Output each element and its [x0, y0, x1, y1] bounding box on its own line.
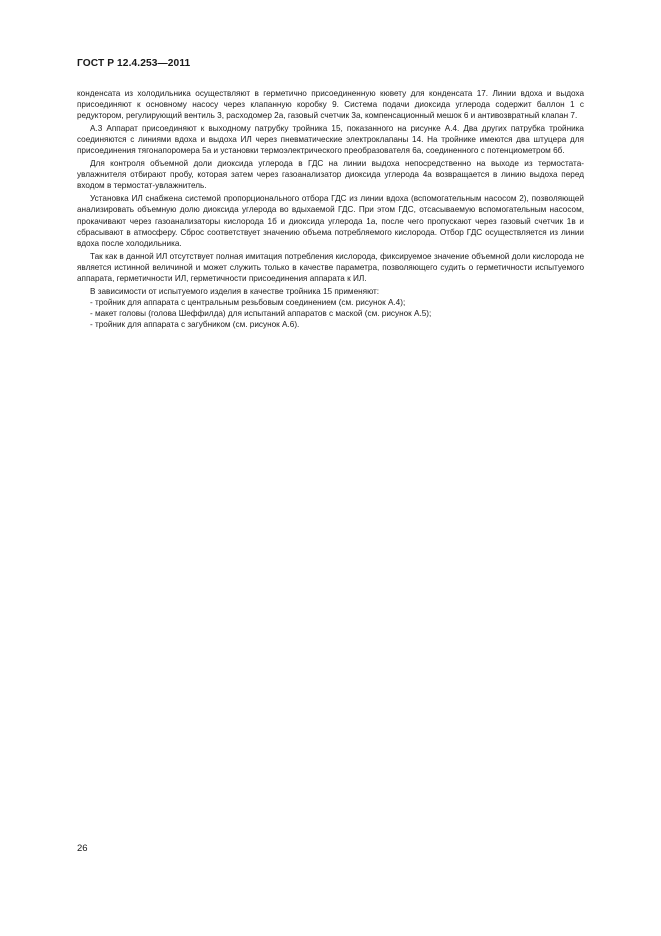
- page-body: [77, 88, 584, 330]
- list-item: - тройник для аппарата с загубником (см. рисунок А.6).: [90, 319, 300, 329]
- paragraph-a3: А.3 Аппарат присоединяют к выходному патрубку тройника 15, показанного на рисунке А.4. Два других патрубка тройника соединяются с линиями вдоха и выдоха ИЛ через пневматические электроклапаны 14. На тройнике имеются два штуцера для присоединения тягонапоромера 5а и установки термоэлектрического преобразователя 6а, соединенного с потенциометром 6б.: [77, 124, 584, 156]
- paragraph-continuation: конденсата из холодильника осуществляют в герметично присоединенную кювету для конденсата 17. Линии вдоха и выдоха присоединяют к основному насосу через клапанную коробку 9. Система подачи диоксида углерода содержит баллон 1 с редуктором, регулирующий вентиль 3, расходомер 2а, газовый счетчик 3а, компенсационный мешок 6 и антивозвратный клапан 7.: [77, 89, 584, 121]
- paragraph-co2-control: Для контроля объемной доли диоксида углерода в ГДС на линии выдоха непосредственно на выходе из термостата-увлажнителя отбирают пробу, которая затем через газоанализатор диоксида углерода 4а возвращается в линию выдоха перед входом в термостат-увлажнитель.: [77, 159, 584, 191]
- list-item: - тройник для аппарата с центральным резьбовым соединением (см. рисунок А.4);: [90, 297, 406, 307]
- page-header: ГОСТ Р 12.4.253—2011: [77, 58, 191, 69]
- page-number: 26: [77, 843, 88, 854]
- paragraph-oxygen-note: Так как в данной ИЛ отсутствует полная имитация потребления кислорода, фиксируемое значение объемной доли кислорода не является истинной величиной и может служить только в качестве параметра, позволяющего судить о герметичности испытуемого аппарата, герметичности ИЛ, герметичности присоединения аппарата к ИЛ.: [77, 251, 584, 283]
- paragraph-tee-intro: В зависимости от испытуемого изделия в качестве тройника 15 применяют:: [90, 286, 380, 296]
- list-item: - макет головы (голова Шеффилда) для испытаний аппаратов с маской (см. рисунок А.5);: [90, 308, 432, 318]
- paragraph-sampling-system: Установка ИЛ снабжена системой пропорционального отбора ГДС из линии вдоха (вспомогательным насосом 2), позволяющей анализировать объемную долю диоксида углерода во вдыхаемой ГДС. При этом ГДС, отсасываемую вспомогательным насосом, прокачивают через газоанализаторы кислорода 1б и диоксида углерода 1а, после чего пропускают через газовый счетчик 1в и сбрасывают в атмосферу. Сброс соответствует значению объема потребляемого кислорода. Отбор ГДС осуществляется из линии вдоха после холодильника.: [77, 194, 584, 248]
